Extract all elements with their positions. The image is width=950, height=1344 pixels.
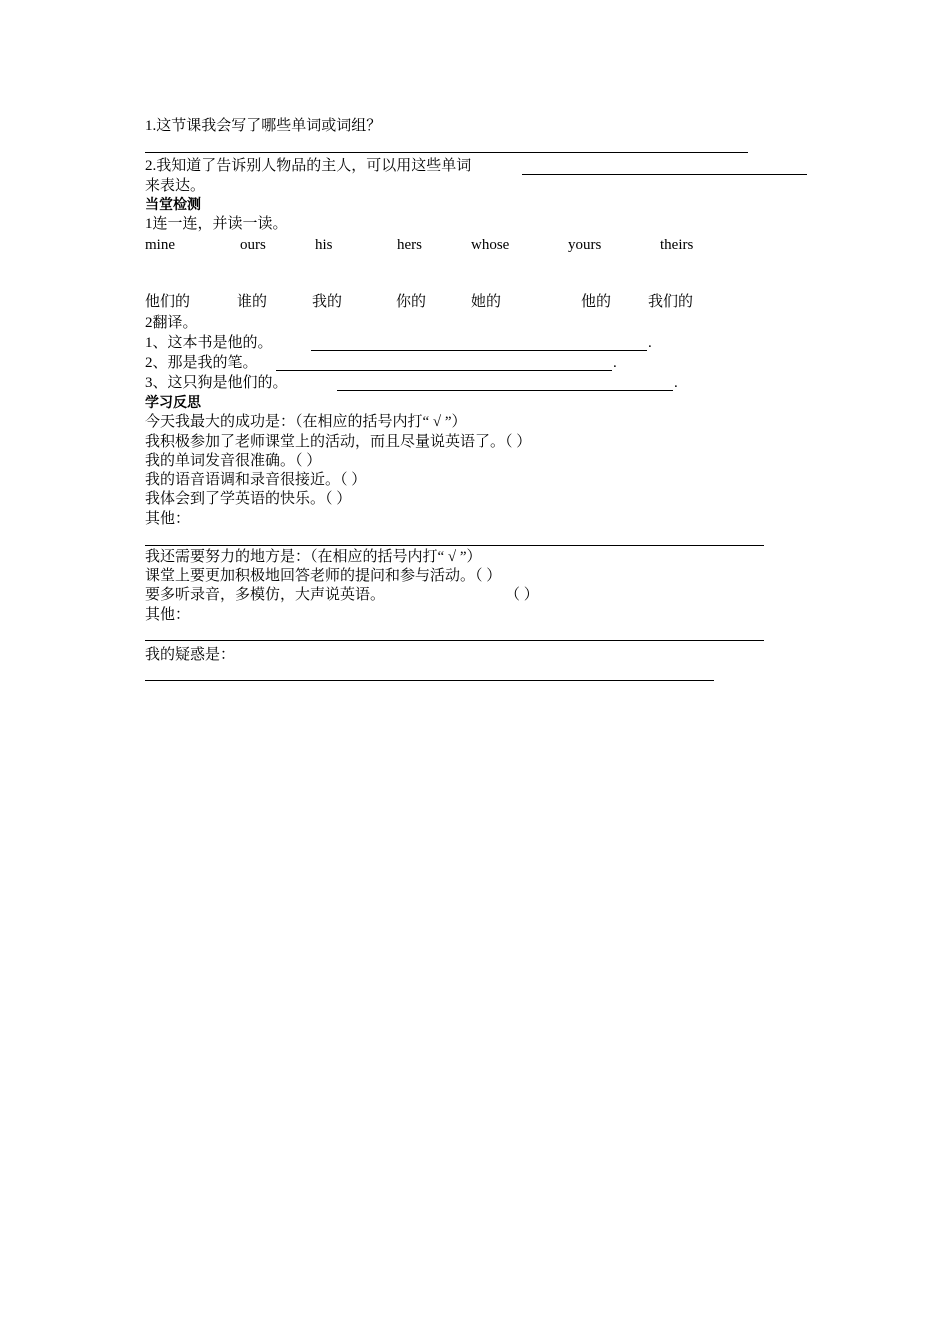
- doubt-line[interactable]: [145, 680, 714, 681]
- english-word-yours[interactable]: yours: [568, 237, 602, 253]
- translate-period-3: .: [674, 375, 678, 391]
- translate-period-1: .: [648, 335, 652, 351]
- english-word-his[interactable]: his: [315, 237, 333, 253]
- chinese-word-his[interactable]: 他的: [581, 294, 612, 310]
- doubt-label: 我的疑惑是：: [145, 647, 236, 663]
- improve-item-2-bracket[interactable]: （ ）: [505, 587, 539, 603]
- answer-line-1[interactable]: [145, 152, 748, 153]
- other-label-1: 其他：: [145, 511, 191, 527]
- english-word-ours[interactable]: ours: [240, 237, 266, 253]
- translate-item-3: 3、这只狗是他们的。: [145, 375, 288, 391]
- english-word-theirs[interactable]: theirs: [660, 237, 694, 253]
- chinese-word-theirs[interactable]: 他们的: [145, 294, 191, 310]
- success-item-3[interactable]: 我的语音语调和录音很接近。（ ）: [145, 472, 367, 488]
- chinese-word-mine[interactable]: 我的: [312, 294, 343, 310]
- question-2: 2.我知道了告诉别人物品的主人，可以用这些单词: [145, 158, 472, 174]
- question-1: 1.这节课我会写了哪些单词或词组？: [145, 118, 382, 134]
- chinese-word-yours[interactable]: 你的: [396, 294, 427, 310]
- answer-line-2[interactable]: [522, 174, 807, 175]
- translate-period-2: .: [613, 355, 617, 371]
- translate-item-2: 2、那是我的笔。: [145, 355, 258, 371]
- test-heading: 当堂检测: [145, 197, 201, 213]
- translate-item-1: 1、这本书是他的。: [145, 335, 273, 351]
- chinese-word-hers[interactable]: 她的: [471, 294, 502, 310]
- other-line-2[interactable]: [145, 640, 764, 641]
- improve-intro: 我还需要努力的地方是：（在相应的括号内打“ √ ”）: [145, 549, 482, 565]
- english-word-whose[interactable]: whose: [471, 237, 510, 253]
- chinese-word-ours[interactable]: 我们的: [648, 294, 694, 310]
- translate-answer-line-1[interactable]: [311, 350, 647, 351]
- success-item-4[interactable]: 我体会到了学英语的快乐。（ ）: [145, 491, 352, 507]
- reflection-heading: 学习反思: [145, 395, 201, 411]
- question-2-tail: 来表达。: [145, 178, 206, 194]
- other-line-1[interactable]: [145, 545, 764, 546]
- translate-instruction: 2翻译。: [145, 315, 198, 331]
- english-word-mine[interactable]: mine: [145, 237, 175, 253]
- improve-item-1[interactable]: 课堂上要更加积极地回答老师的提问和参与活动。（ ）: [145, 568, 502, 584]
- english-word-hers[interactable]: hers: [397, 237, 422, 253]
- chinese-word-whose[interactable]: 谁的: [237, 294, 268, 310]
- match-instruction: 1连一连，并读一读。: [145, 216, 288, 232]
- success-intro: 今天我最大的成功是：（在相应的括号内打“ √ ”）: [145, 414, 467, 430]
- translate-answer-line-2[interactable]: [276, 370, 612, 371]
- success-item-1[interactable]: 我积极参加了老师课堂上的活动，而且尽量说英语了。（ ）: [145, 434, 532, 450]
- other-label-2: 其他：: [145, 607, 191, 623]
- translate-answer-line-3[interactable]: [337, 390, 673, 391]
- improve-item-2[interactable]: 要多听录音，多模仿，大声说英语。: [145, 587, 386, 603]
- success-item-2[interactable]: 我的单词发音很准确。（ ）: [145, 453, 322, 469]
